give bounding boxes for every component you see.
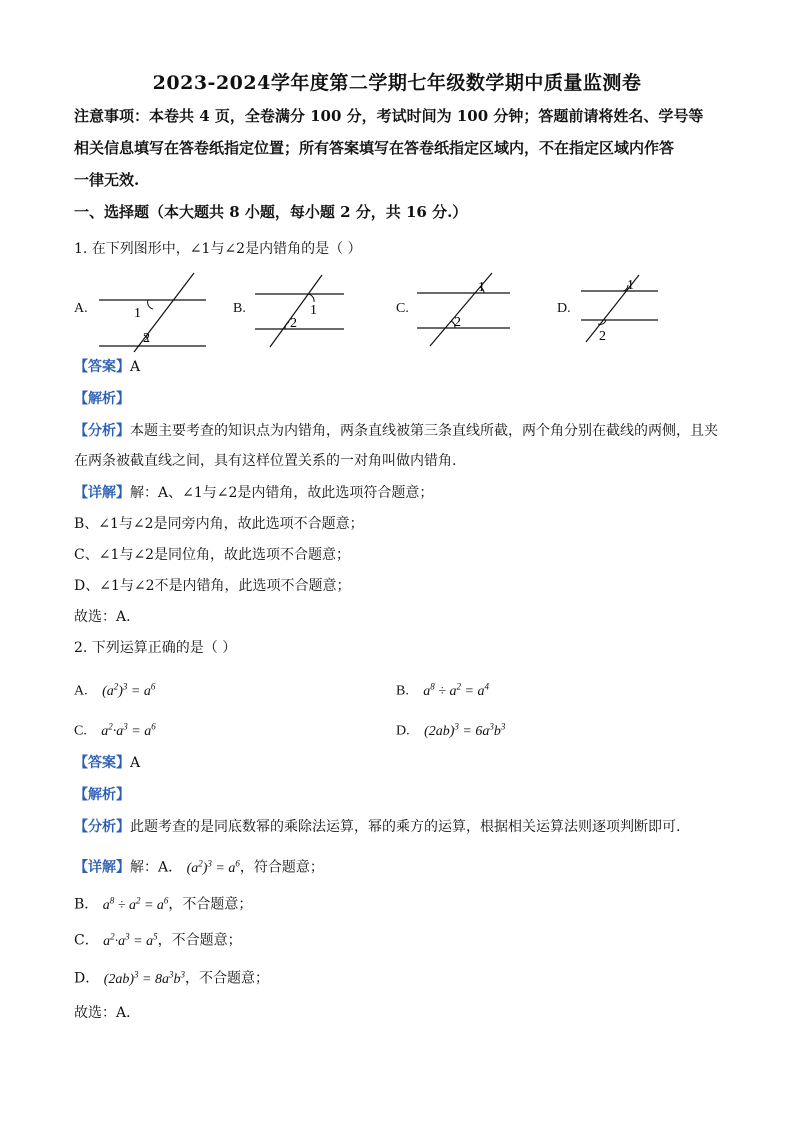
q1-detail-4: D、∠1与∠2不是内错角，此选项不合题意； — [74, 578, 351, 594]
q2-answer — [74, 753, 140, 773]
figure-d-angle-1: 1 — [627, 278, 634, 293]
fenxi-tag: 【分析】 — [74, 423, 130, 439]
figure-a-angle-2: 2 — [143, 331, 150, 346]
q1-answer — [74, 357, 140, 377]
option-a-formula: $(a^2)^3 = a^6$ — [102, 681, 156, 699]
q2-option-b — [396, 676, 489, 702]
q1-detail-2: B、∠1与∠2是同旁内角，故此选项不合题意； — [74, 516, 364, 532]
detail-d-suffix: ，不合题意； — [184, 970, 269, 987]
answer-tag: 【答案】 — [74, 359, 130, 375]
q2-analysis-tag: 【解析】 — [74, 787, 130, 803]
section-heading: 一、选择题（本大题共 8 小题，每小题 2 分，共 16 分.） — [74, 203, 468, 221]
detail-a-prefix: 解：A． — [130, 859, 183, 876]
question-2-stem: 2. 下列运算正确的是（ ） — [74, 640, 237, 656]
option-b-label: B. — [396, 683, 409, 699]
detail-tag: 【详解】 — [74, 485, 130, 501]
detail-a-suffix: ，符合题意； — [239, 859, 324, 876]
q2-option-a — [74, 676, 155, 702]
fenxi-text: 本题主要考查的知识点为内错角，两条直线被第三条直线所截，两个角分别在截线的两侧，且夹 — [130, 423, 718, 439]
q1-choose: 故选：A. — [74, 609, 131, 625]
q1-detail-1 — [74, 483, 433, 503]
option-c-label: C. — [74, 723, 87, 739]
figure-c — [414, 270, 514, 350]
option-b-formula: $a^8 \div a^2 = a^4$ — [423, 681, 489, 699]
option-d-formula: $(2ab)^3 = 6a^3b^3$ — [424, 721, 506, 739]
option-c-formula: $a^2\cdot a^3 = a^6$ — [101, 721, 156, 739]
q2-option-c — [74, 716, 156, 742]
q2-choose: 故选：A． — [74, 1005, 141, 1021]
figure-d-label: D. — [557, 301, 571, 316]
detail-a-formula: $(a^2)^3 = a^6$ — [186, 858, 240, 876]
q2-fenxi-1 — [74, 817, 680, 837]
q2-detail-c — [74, 926, 242, 952]
detail-d-prefix: D． — [74, 970, 100, 987]
notice-line-3: 一律无效. — [74, 171, 140, 189]
figure-a — [96, 270, 211, 352]
q1-fenxi-1 — [74, 421, 718, 441]
q2-detail-a — [74, 853, 324, 879]
figure-c-label: C. — [396, 301, 409, 316]
detail-b-suffix: ，不合题意； — [168, 896, 253, 913]
q1-detail-3: C、∠1与∠2是同位角，故此选项不合题意； — [74, 547, 350, 563]
figure-b — [252, 272, 347, 350]
notice-line-2: 相关信息填写在答卷纸指定位置；所有答案填写在答卷纸指定区域内，不在指定区域内作答 — [74, 139, 675, 157]
q2-option-d — [396, 716, 505, 742]
detail-c-suffix: ，不合题意； — [157, 932, 242, 949]
answer-tag: 【答案】 — [74, 755, 130, 771]
figure-b-angle-2: 2 — [290, 316, 297, 331]
page-title: 2023-2024学年度第二学期七年级数学期中质量监测卷 — [152, 72, 642, 94]
fenxi-text: 此题考查的是同底数幂的乘除法运算，幂的乘方的运算，根据相关运算法则逐项判断即可. — [130, 819, 681, 835]
detail-c-formula: $a^2\cdot a^3 = a^5$ — [103, 931, 158, 949]
fenxi-tag: 【分析】 — [74, 819, 130, 835]
detail-b-formula: $a^8 \div a^2 = a^6$ — [102, 895, 169, 913]
figure-b-angle-1: 1 — [310, 303, 317, 318]
detail-b-prefix: B． — [74, 896, 99, 913]
option-d-label: D. — [396, 723, 410, 739]
figure-a-angle-1: 1 — [134, 306, 141, 321]
q1-fenxi-2: 在两条被截直线之间，具有这样位置关系的一对角叫做内错角. — [74, 453, 457, 469]
figure-a-label: A. — [74, 301, 88, 316]
detail-text: 解：A、∠1与∠2是内错角，故此选项符合题意； — [130, 485, 434, 501]
question-1-stem: 1. 在下列图形中，∠1与∠2是内错角的是（ ） — [74, 241, 362, 257]
answer-value: A — [130, 755, 141, 771]
detail-c-prefix: C． — [74, 932, 99, 949]
detail-tag: 【详解】 — [74, 859, 130, 876]
q2-detail-d — [74, 964, 269, 990]
detail-d-formula: $(2ab)^3 = 8a^3b^3$ — [103, 969, 185, 987]
q1-analysis-tag: 【解析】 — [74, 391, 130, 407]
notice-line-1: 注意事项：本卷共 4 页，全卷满分 100 分，考试时间为 100 分钟；答题前请将姓名、学号等 — [74, 107, 704, 125]
answer-value: A — [130, 359, 141, 375]
figure-d-angle-2: 2 — [599, 329, 606, 344]
figure-c-angle-2: 2 — [454, 315, 461, 330]
figure-b-label: B. — [233, 301, 246, 316]
q2-detail-b — [74, 890, 252, 916]
figure-c-angle-1: 1 — [478, 280, 485, 295]
figure-d — [578, 272, 663, 350]
option-a-label: A. — [74, 683, 88, 699]
